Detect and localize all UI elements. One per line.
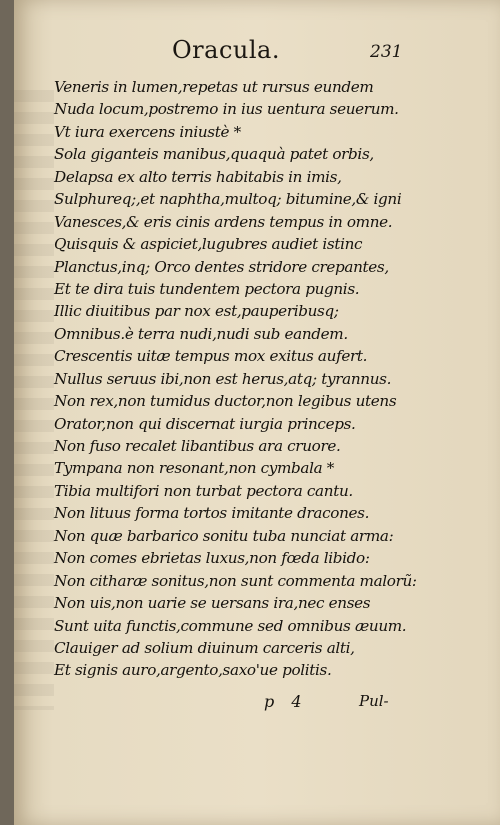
verse-line: Tibia multifori non turbat pectora cantu. bbox=[54, 481, 353, 500]
page-number: 231 bbox=[370, 42, 403, 62]
verse-line: Non citharæ sonitus,non sunt commenta malorũ: bbox=[54, 571, 417, 590]
book-page bbox=[14, 0, 500, 825]
verse-line: Non rex,non tumidus ductor,non legibus utens bbox=[54, 392, 397, 411]
verse-line: Sulphureq;,et naphtha,multoq; bitumine,& igni bbox=[54, 190, 402, 209]
verse-line: Delapsa ex alto terris habitabis in imis, bbox=[54, 167, 342, 186]
running-title: Oracula. bbox=[172, 36, 280, 64]
page-header bbox=[14, 36, 500, 70]
verse-line: Sunt uita functis,commune sed omnibus æuum. bbox=[54, 616, 407, 635]
verse-line: Nuda locum,postremo in ius uentura seuerum. bbox=[54, 100, 399, 119]
signature-mark: p 4 bbox=[264, 692, 308, 711]
bleed-through-shadow bbox=[14, 90, 54, 710]
verse-line: Et signis auro,argento,saxo'ue politis. bbox=[54, 661, 332, 680]
verse-line: Orator,non qui discernat iurgia princeps. bbox=[54, 414, 356, 433]
verse-line: Illic diuitibus par nox est,pauperibusq; bbox=[54, 302, 339, 321]
verse-line: Tympana non resonant,non cymbala * bbox=[54, 459, 335, 478]
verse-line: Non comes ebrietas luxus,non fœda libido: bbox=[54, 549, 370, 568]
page-footer bbox=[14, 692, 500, 716]
verse-line: Non fuso recalet libantibus ara cruore. bbox=[54, 437, 341, 455]
verse-line: Vt iura exercens iniustè * bbox=[54, 122, 241, 141]
catchword: Pul- bbox=[359, 692, 389, 710]
verse-line: Omnibus.è terra nudi,nudi sub eandem. bbox=[54, 324, 348, 343]
verse-line: Non lituus forma tortos imitante dracones. bbox=[54, 504, 370, 523]
verse-line: Planctus,inq; Orco dentes stridore crepantes, bbox=[54, 257, 389, 276]
verse-line: Non uis,non uarie se uersans ira,nec enses bbox=[54, 594, 371, 613]
verse-line: Nullus seruus ibi,non est herus,atq; tyrannus. bbox=[54, 369, 392, 388]
verse-line: Non quæ barbarico sonitu tuba nunciat arma: bbox=[54, 526, 394, 545]
verse-line: Et te dira tuis tundentem pectora pugnis. bbox=[54, 279, 360, 298]
verse-line: Veneris in lumen,repetas ut rursus eundem bbox=[54, 78, 374, 96]
verse-line: Vanesces,& eris cinis ardens tempus in omne. bbox=[54, 212, 393, 231]
verse-line: Crescentis uitæ tempus mox exitus aufert. bbox=[54, 347, 368, 366]
verse-block bbox=[54, 76, 494, 682]
verse-line: Sola giganteis manibus,quaquà patet orbis, bbox=[54, 145, 374, 164]
verse-line: Clauiger ad solium diuinum carceris alti, bbox=[54, 638, 355, 657]
verse-line: Quisquis & aspiciet,lugubres audiet istinc bbox=[54, 235, 363, 254]
